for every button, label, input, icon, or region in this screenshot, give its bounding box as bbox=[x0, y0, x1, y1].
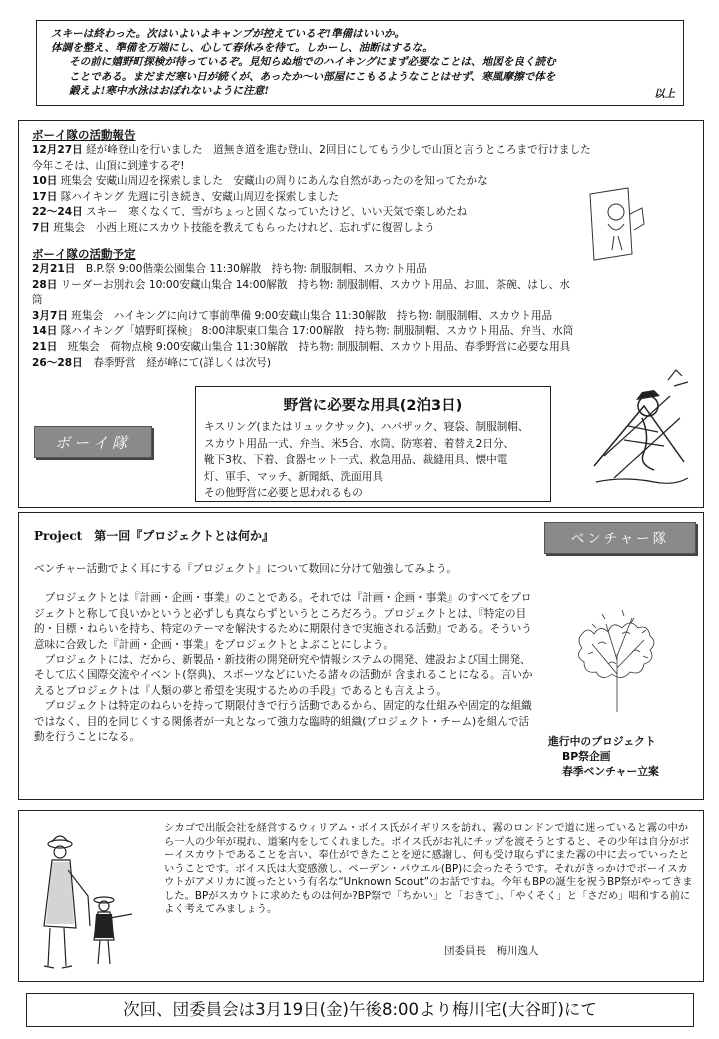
report-line: 今年こそは、山頂に到達するぞ! bbox=[32, 159, 185, 172]
notice-line: 体調を整え、準備を万端にし、心して春休みを待て。しかーし、油断はするな。 bbox=[51, 42, 433, 55]
notice-box bbox=[36, 20, 684, 106]
project-article bbox=[34, 562, 534, 745]
report-line: 12月27日 経が峰登山を行いました 道無き道を進む登山、2回目にしてもう少しで山頂と言うところまで行けました bbox=[32, 144, 591, 156]
story-signature: 団委員長 梅川逸人 bbox=[444, 945, 539, 957]
article-paragraph: プロジェクトには、だから、新製品・新技術の開発研究や情報システムの開発、建設および国土開発、そして広く国際交流やイベント(祭典)、スポーツなどにいたる諸々の活動が 含まれることになる。言いかえるとプロジェクトは『人類の夢と希望を実現するための手段』であるとも言えよう。 bbox=[34, 654, 533, 697]
article-paragraph: プロジェクトとは『計画・企画・事業』のことである。それでは『計画・企画・事業』のすべてをプロジェクトと称して良いかというと必ずしも真ならずというところだろう。プロジェクトとは、『特定の目的・目標・ねらいを持ち、特定のテーマを解決するために期限付きで実施される活動』である。そういう意味に合致した『計画・企画・事業』をプロジェクトとよぶことにしよう。 bbox=[34, 592, 532, 651]
article-paragraph: ベンチャー活動でよく耳にする『プロジェクト』について数回に分けて勉強してみよう。 bbox=[34, 563, 458, 575]
plan-line: 26～28日 春季野営 経が峰にて(詳しくは次号) bbox=[32, 356, 272, 369]
equipment-line: その他野営に必要と思われるもの bbox=[204, 487, 363, 499]
next-meeting-notice: 次回、団委員会は3月19日(金)午後8:00より梅川宅(大谷町)にて bbox=[26, 993, 694, 1027]
plan-line: 14日 隊ハイキング「嬉野町探検」 8:00津駅東口集合 17:00解散 持ち物: 制服制帽、スカウト用品、弁当、水筒 bbox=[32, 325, 574, 338]
bp-and-scout-illustration bbox=[30, 826, 140, 976]
plan-line: 筒 bbox=[32, 294, 43, 307]
report-heading: ボーイ隊の活動報告 bbox=[32, 128, 136, 142]
tree-sketch-illustration bbox=[562, 584, 672, 714]
boy-troop-badge: ボーイ隊 bbox=[34, 426, 152, 458]
notice-line: その前に嬉野町探検が待っているぞ。見知らぬ地でのハイキングにまず必要なことは、地図を良く読む bbox=[69, 56, 556, 69]
camping-scout-illustration bbox=[584, 366, 694, 492]
plan-line: 21日 班集会 荷物点検 9:00安藏山集合 11:30解散 持ち物: 制服制帽、スカウト用品、春季野営に必要な用具 bbox=[32, 340, 571, 353]
progress-item: BP祭企画 bbox=[562, 750, 611, 763]
report-line: 7日 班集会 小西上班にスカウト技能を教えてもらったけれど、忘れずに復習しよう bbox=[32, 221, 435, 234]
report-line: 17日 隊ハイキング 先週に引き続き、安藏山周辺を探索しました bbox=[32, 190, 339, 203]
progress-item: 春季ベンチャー立案 bbox=[562, 765, 659, 778]
project-progress-list bbox=[548, 734, 698, 779]
notice-line: スキーは終わった。次はいよいよキャンプが控えているぞ!準備はいいか。 bbox=[51, 28, 406, 40]
equipment-line: スカウト用品一式、弁当、米5合、水筒、防寒着、着替え2日分、 bbox=[204, 437, 515, 450]
plan-line: 3月7日 班集会 ハイキングに向けて事前準備 9:00安藏山集合 11:30解散 持ち物: 制服制帽、スカウト用品 bbox=[32, 309, 553, 322]
venture-troop-badge: ベンチャー隊 bbox=[544, 522, 696, 554]
equipment-title: 野営に必要な用具(2泊3日) bbox=[283, 398, 463, 414]
plan-line: 2月21日 B.P.祭 9:00偕楽公園集合 11:30解散 持ち物: 制服制帽、スカウト用品 bbox=[32, 263, 427, 275]
notice-line: ことである。まだまだ寒い日が続くが、あったか～い部屋にこもるようなことはせず、寒風摩擦で体を bbox=[69, 70, 556, 83]
activity-plan bbox=[32, 246, 692, 371]
equipment-line: 靴下3枚、下着、食器セット一式、救急用品、裁縫用具、懐中電 bbox=[204, 454, 508, 466]
equipment-list bbox=[196, 415, 550, 502]
report-line: 22～24日 スキー 寒くなくて、雪がちょっと固くなっていたけど、いい天気で楽しめたね bbox=[32, 206, 468, 219]
progress-heading: 進行中のプロジェクト bbox=[548, 735, 656, 748]
report-line: 10日 班集会 安藏山周辺を探索しました 安藏山の周りにあんな自然があったのを知ってたかな bbox=[32, 175, 488, 188]
notice-sign: 以上 bbox=[654, 87, 675, 100]
scout-sketch-illustration bbox=[584, 184, 646, 264]
equipment-line: 灯、軍手、マッチ、新聞紙、洗面用具 bbox=[204, 470, 383, 483]
unknown-scout-story: シカゴで出版会社を経営するウィリアム・ボイス氏がイギリスを訪れ、霧のロンドンで道に迷っていると霧の中から一人の少年が現れ、道案内をしてくれました。ボイス氏がお礼にチップを渡そうとすると、その少年は自分がボーイスカウトであることを言い、奉仕ができたことを逆に感謝し、何も受け取らずにまた霧の中に去っていったということです。ボイス氏は大変感激し、ベーデン・パウエル(BP)に会ったそうです。それがきっかけでボーイスカウトがアメリカに渡ったという有名な“Unknown Scout”のお話ですね。今年もBPの誕生を祝うBP祭がやってきました。BPがスカウトに求めたものは何か?BP祭で「ちかい」と「おきて」、「やくそく」と「さだめ」唱和する前によく考えてみましょう。 bbox=[164, 822, 693, 915]
equipment-box bbox=[195, 386, 551, 502]
equipment-line: キスリング(またはリュックサック)、ハバザック、寝袋、制服制帽、 bbox=[204, 421, 529, 433]
plan-line: 28日 リーダーお別れ会 10:00安藏山集合 14:00解散 持ち物: 制服制帽、スカウト用品、お皿、茶碗、はし、水 bbox=[32, 278, 570, 291]
notice-line: 鍛えよ!寒中水泳はおぼれないように注意! bbox=[69, 84, 269, 97]
plan-heading: ボーイ隊の活動予定 bbox=[32, 247, 136, 261]
article-paragraph: プロジェクトは特定のねらいを持って期限付きで行う活動であるから、固定的な仕組みや固定的な組織ではなく、目的を同じくする関係者が一丸となって強力な臨時的組織(プロジェクト・チーム)を組んで活動を行うことになる。 bbox=[34, 700, 532, 744]
project-title: Project 第一回『プロジェクトとは何か』 bbox=[34, 529, 274, 543]
